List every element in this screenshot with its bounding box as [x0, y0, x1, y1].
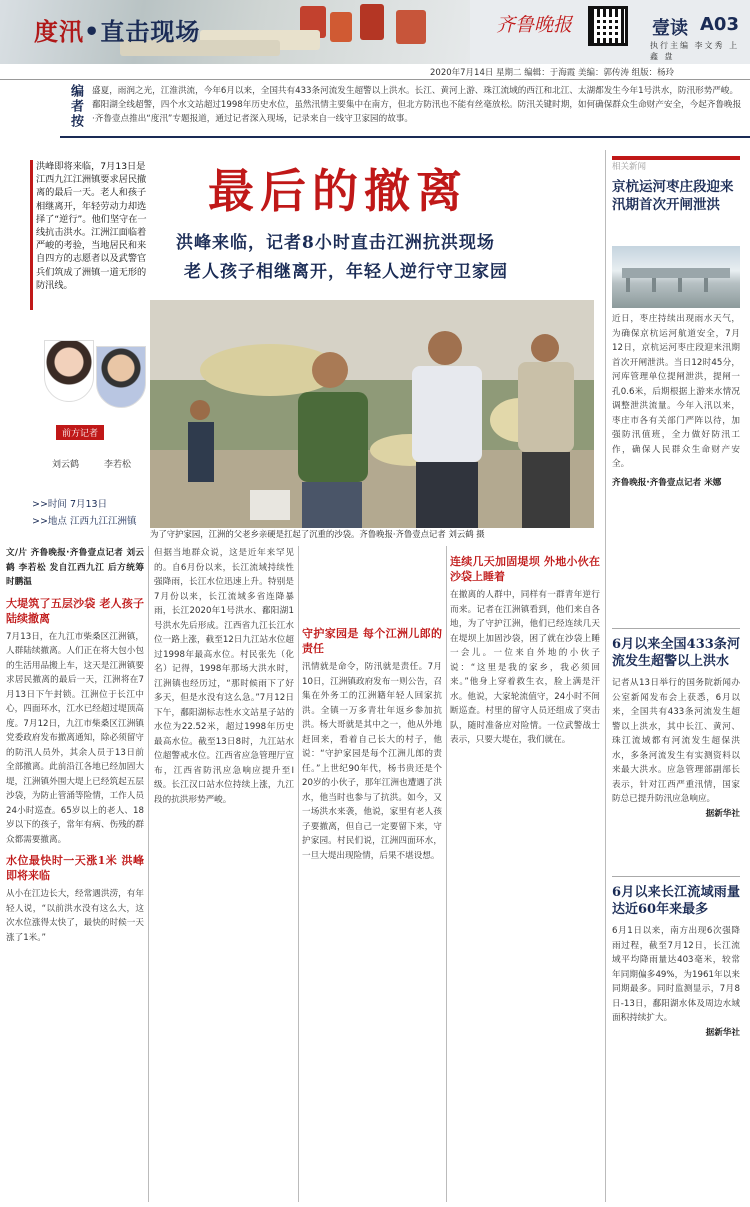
divider	[612, 876, 740, 877]
sidebar-headline-1: 京杭运河枣庄段迎来汛期首次开闸泄洪	[612, 179, 734, 213]
time-place	[32, 496, 136, 530]
sidebar-text: 记者从13日举行的国务院新闻办公室新闻发布会上获悉，6月以来，全国共有433条河流发生超警以上洪水，其中长江、黄河、珠江流域都有河流发生超保洪水，多条河流发生有实测资料以来最大洪水。应急管理部副部长表示，针对江西严重汛情，国家防总已提升防汛应急响应。	[612, 678, 740, 804]
article-column-3	[302, 546, 442, 1202]
article-text: 从小在江边长大，经常遇洪涝，有年轻人说，“以前洪水没有这么大，这次水位涨得太快了，最快的时候一天涨了1米。”	[6, 889, 144, 943]
date-line: 2020年7月14日 星期二 编辑：于海霞 美编：郭传涛 组版：杨玲	[0, 64, 750, 80]
article-subhead: 水位最快时一天涨1米 洪峰即将来临	[6, 854, 144, 882]
sidebar-text: 近日，枣庄持续出现雨水天气，为确保京杭运河航道安全，7月12日，京杭运河枣庄段迎来汛期首次开闸泄洪。当日12时45分，河库管理单位提闸泄洪，提闸一孔0.6米，后期根据上游来水情况调整泄洪流量。今年入汛以来，枣庄市各有关部门严阵以待，加强防汛值班，全力做好防汛工作，确保人民群众生命财产安全。	[612, 314, 740, 469]
qr-code-icon	[588, 6, 628, 46]
avatar	[96, 346, 146, 408]
masthead-logo: 齐鲁晚报	[496, 14, 573, 36]
article-byline: 文/片 齐鲁晚报·齐鲁壹点记者 刘云鹤 李若松 发自江西九江 后方统筹 时鹏温	[6, 548, 144, 587]
divider	[148, 546, 149, 1202]
photo-caption: 为了守护家园，江洲的父老乡亲硬是扛起了沉重的沙袋。齐鲁晚报·齐鲁壹点记者 刘云鹤 摄	[150, 529, 485, 539]
reporter-name: 刘云鹤	[52, 460, 80, 470]
subheadline-1: 洪峰来临，记者8小时直击江洲抗洪现场	[176, 233, 495, 253]
divider	[605, 150, 606, 1202]
editor-note-tag: 编者按	[68, 84, 83, 129]
divider	[60, 136, 750, 138]
article-subhead: 大堤筑了五层沙袋 老人孩子陆续撤离	[6, 596, 144, 625]
sidebar-article-3	[612, 884, 740, 1202]
page-number: A03	[700, 14, 739, 35]
headline: 最后的撤离	[208, 164, 468, 218]
lead-paragraph: 洪峰即将来临，7月13日是江西九江江洲镇要求居民撤离的最后一天。老人和孩子相继离开，年轻劳动力却选择了“逆行”。他们坚守在一线抗击洪水。江洲江面临着严峻的考验，当地居民和来自四方的志愿者以及武警官兵们筑成了洲镇一道无形的防汛线。	[36, 161, 147, 291]
article-text: 在撤离的人群中，同样有一群青年逆行而来。记者在江洲镇看到，他们来自各地，为了守护江洲，他们已经连续几天在堤坝上加固沙袋，困了就在沙袋上睡一会儿。一位来自外地的小伙子说：“这里是我的家乡，我必须回来。”他身上穿着救生衣，脸上满是汗水。他说，大家轮流值守，24小时不间断巡查。村里的留守人员还组成了突击队，随时准备应对险情。一位武警战士表示，只要大堤在，我们就在。	[450, 590, 600, 745]
divider	[446, 546, 447, 1202]
avatar	[44, 340, 94, 402]
article-column-4	[450, 546, 600, 1202]
front-reporter-label: 前方记者	[56, 425, 104, 440]
subheadline-2: 老人孩子相继离开，年轻人逆行守卫家园	[184, 262, 508, 282]
report-place: >>地点 江西九江江洲镇	[32, 516, 137, 527]
sidebar-article-1	[612, 312, 740, 612]
section-title: 度汛•直击现场	[34, 17, 201, 46]
reporter-name: 李若松	[104, 460, 132, 470]
article-text: 汛情就是命令，防汛就是责任。7月10日，江洲镇政府发布一则公告，召集在外务工的江洲籍年轻人回家抗洪。全镇一万多青壮年返乡参加抗洪。杨大哥就是其中之一，他从外地赶回来，看着自己长大的村子，他说：“守护家园是每个江洲儿郎的责任。”上世纪90年代，杨书贵还是个20岁的小伙子，那年江洲也遭遇了洪水，他当时也参与了抗洪。如今，又一场洪水来袭，他说，家里有老人孩子要撤离，但自己一定要留下来，守护家园。村民们说，江洲四面环水，一旦大堤出现险情，后果不堪设想。	[302, 662, 442, 861]
photo-illustration	[150, 300, 594, 528]
article-subhead: 守护家园是 每个江洲儿郎的责任	[302, 627, 442, 655]
editor-note-text: 盛夏，雨润之光，江淮洪流，今年6月以来，全国共有433条河流发生超警以上洪水。长江、黄河上游、珠江流域的西江和北江、太湖都发生今年1号洪水，防汛形势严峻。鄱阳湖全线超警，四个水文站超过1998年历史水位，虽然汛情主要集中在南方，但北方防汛也不能有丝毫放松。防汛关键时期，如何确保群众生命财产安全，今起齐鲁晚报·齐鲁壹点推出“度汛”专题报道，通过记者深入现场，记录来自一线守卫家园的故事。	[92, 86, 742, 124]
main-photo	[150, 300, 594, 528]
staff-line: 执行主编 李文秀 上 鑫 盘	[650, 41, 740, 61]
article-text: 但据当地群众说，这是近年来罕见的。自6月份以来，长江流域持续性强降雨，长江水位迅速上升。特别是7月份以来，长江流域多省连降暴雨，长江2020年1号洪水、鄱阳湖1号洪水先后形成。江西省九江长江水位一路上涨，截至12日九江站水位超过1998年最高水位。村民张先（化名）记得，1998年那场大洪水时，江洲镇也经历过，“那时候雨下了好多天，但是水没有这么急。”7月12日下午，鄱阳湖标志性水文站星子站的水位为22.52米，超过1998年历史最高水位。截至13日8时，九江站水位超警戒水位。江西省应急管理厅宣布，江西省防汛应急响应提升至I级。长江汉口站水位持续上涨，九江段的抗洪形势严峻。	[154, 548, 294, 805]
divider	[612, 628, 740, 629]
lead-accent-bar	[30, 160, 33, 310]
sidebar-byline: 据新华社	[705, 808, 740, 819]
related-news-tag: 相关新闻	[612, 156, 740, 170]
article-column-1	[6, 546, 144, 1202]
report-time: >>时间 7月13日	[32, 499, 108, 510]
read-label: 壹读	[652, 18, 688, 39]
sidebar-byline: 据新华社	[705, 1027, 740, 1038]
sidebar-headline-3: 6月以来长江流域雨量达近60年来最多	[612, 885, 740, 917]
article-subhead: 连续几天加固堤坝 外地小伙在沙袋上睡着	[450, 555, 600, 583]
sidebar-article-2	[612, 636, 740, 836]
divider	[298, 546, 299, 1202]
article-column-2	[154, 546, 294, 1202]
sidebar-photo	[612, 246, 740, 308]
article-text: 7月13日，在九江市柴桑区江洲镇，人群陆续撤离。人们正在将大包小包的生活用品搬上车，这天是江洲镇要求居民撤离的最后一天，江洲将在7月13日下午封锁。江洲位于长江中心，四面环水，江水已经超过堤顶高度。7月12日，九江市柴桑区江洲镇党委政府发布撤离通知，除必须留守的防汛人员外，其余人员于13日前全部撤离。此前沿江各地已经加固大堤，江洲镇外围大堤上已经筑起五层沙袋，为防止管涌等险情，工作人员24小时巡查。65岁以上的老人、18岁以下的孩子，常年有病、伤残的群众都需要撤离。	[6, 631, 144, 845]
sidebar-text: 6月1日以来，南方出现6次强降雨过程，截至7月12日，长江流域平均降雨量达403毫米，较常年同期偏多49%，为1961年以来同期最多。同时监测显示，7月8日-13日，鄱阳湖水体及周边水域面积持续扩大。	[612, 926, 740, 1023]
sidebar-byline: 齐鲁晚报·齐鲁壹点记者 米娜	[612, 477, 722, 488]
sidebar-headline-2: 6月以来全国433条河流发生超警以上洪水	[612, 637, 740, 669]
